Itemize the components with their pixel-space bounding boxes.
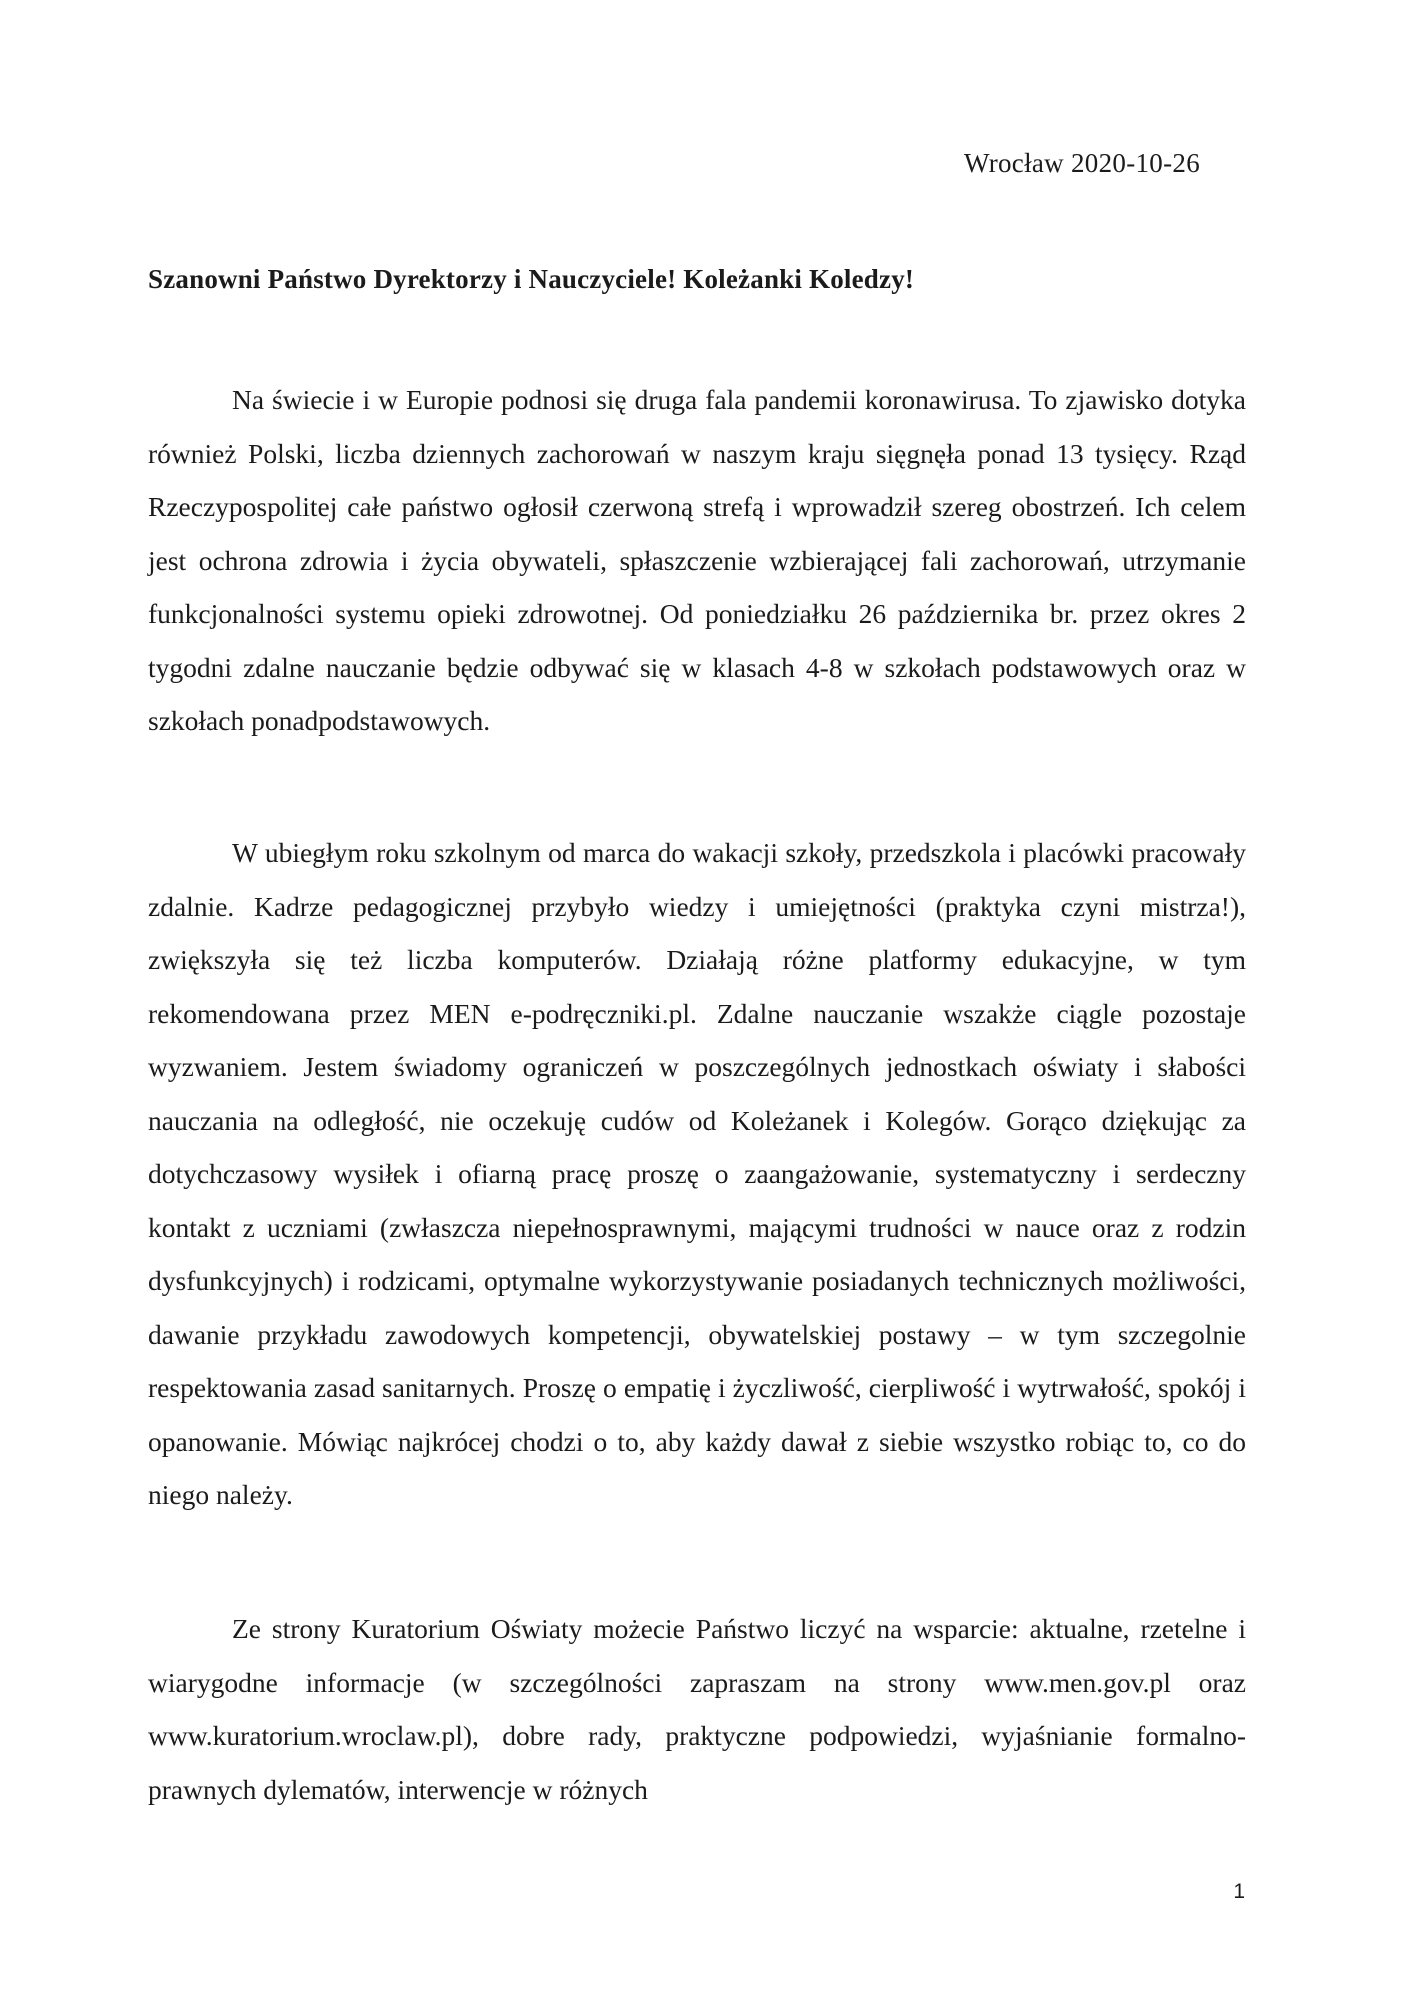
- paragraph-support: Ze strony Kuratorium Oświaty możecie Państwo liczyć na wsparcie: aktualne, rzetelne i wiarygodne informacje (w szczególności zapraszam na strony www.men.gov.pl oraz www.kuratorium.wroclaw.pl), dobre rady, praktyczne podpowiedzi, wyjaśnianie formalno-prawnych dylematów, interwencje w różnych: [148, 1613, 1246, 1805]
- page-number: 1: [1233, 1880, 1245, 1903]
- paragraph-remote-teaching: W ubiegłym roku szkolnym od marca do wakacji szkoły, przedszkola i placówki pracowały zdalnie. Kadrze pedagogicznej przybyło wiedzy i umiejętności (praktyka czyni mistrza!), zwiększyła się też liczba komputerów. Działają różne platformy edukacyjne, w tym rekomendowana przez MEN e-podręczniki.pl. Zdalne nauczanie wszakże ciągle pozostaje wyzwaniem. Jestem świadomy ograniczeń w poszczególnych jednostkach oświaty i słabości nauczania na odległość, nie oczekuję cudów od Koleżanek i Kolegów. Gorąco dziękując za dotychczasowy wysiłek i ofiarną pracę proszę o zaangażowanie, systematyczny i serdeczny kontakt z uczniami (zwłaszcza niepełnosprawnymi, mającymi trudności w nauce oraz z rodzin dysfunkcyjnych) i rodzicami, optymalne wykorzystywanie posiadanych technicznych możliwości, dawanie przykładu zawodowych kompetencji, obywatelskiej postawy – w tym szczegolnie respektowania zasad sanitarnych. Proszę o empatię i życzliwość, cierpliwość i wytrwałość, spokój i opanowanie. Mówiąc najkrócej chodzi o to, aby każdy dawał z siebie wszystko robiąc to, co do niego należy.: [148, 837, 1246, 1510]
- letter-date: Wrocław 2020-10-26: [964, 148, 1200, 178]
- letter-salutation: Szanowni Państwo Dyrektorzy i Nauczyciele! Koleżanki Koledzy!: [148, 264, 915, 294]
- paragraph-pandemic: Na świecie i w Europie podnosi się druga fala pandemii koronawirusa. To zjawisko dotyka również Polski, liczba dziennych zachorowań w naszym kraju sięgnęła ponad 13 tysięcy. Rząd Rzeczypospolitej całe państwo ogłosił czerwoną strefą i wprowadził szereg obostrzeń. Ich celem jest ochrona zdrowia i życia obywateli, spłaszczenie wzbierającej fali zachorowań, utrzymanie funkcjonalności systemu opieki zdrowotnej. Od poniedziałku 26 października br. przez okres 2 tygodni zdalne nauczanie będzie odbywać się w klasach 4-8 w szkołach podstawowych oraz w szkołach ponadpodstawowych.: [148, 384, 1246, 736]
